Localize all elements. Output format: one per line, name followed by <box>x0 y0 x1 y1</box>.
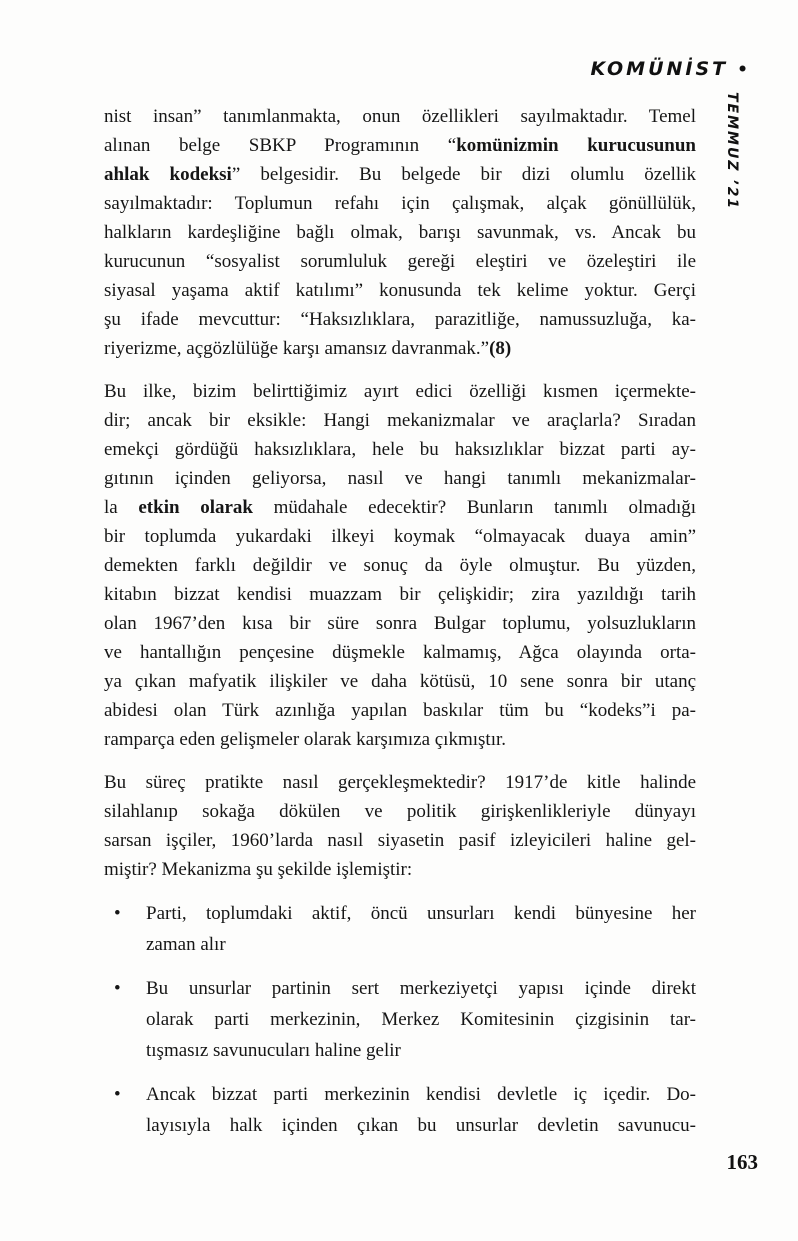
bullet-marker-icon: • <box>114 1084 121 1105</box>
text-line: olan 1967’den kısa bir süre sonra Bulgar toplumu, yolsuzlukların <box>104 613 696 634</box>
bullet-text <box>146 898 696 960</box>
bullet-marker-icon: • <box>114 978 121 999</box>
text-line: Parti, toplumdaki aktif, öncü unsurları kendi bünyesine her <box>146 903 696 924</box>
text-line: alınan belge SBKP Programının “komünizmin kurucusunun <box>104 135 696 156</box>
bullet-marker-icon: • <box>114 903 121 924</box>
text-line: nist insan” tanımlanmakta, onun özellikleri sayılmaktadır. Temel <box>104 106 696 127</box>
text-line: bir toplumda yukardaki ilkeyi koymak “olmayacak duaya amin” <box>104 526 696 547</box>
text-line: Bu süreç pratikte nasıl gerçekleşmektedir? 1917’de kitle halinde <box>104 772 696 793</box>
header-dot-icon: • <box>737 60 748 80</box>
text-line: ve hantallığın pençesine düşmekle kalmamış, Ağca olayında orta- <box>104 642 696 663</box>
page-number: 163 <box>726 1150 758 1174</box>
body-text <box>104 102 696 1141</box>
text-line: miştir? Mekanizma şu şekilde işlemiştir: <box>104 859 413 880</box>
text-line: kurucunun “sosyalist sorumluluk gereği eleştiri ve özeleştiri ile <box>104 251 696 272</box>
text-line: emekçi gördüğü haksızlıklara, hele bu haksızlıklar bizzat parti ay- <box>104 439 696 460</box>
text-line: la etkin olarak müdahale edecektir? Bunların tanımlı olmadığı <box>104 497 696 518</box>
text-line: tışmasız savunucuları haline gelir <box>146 1040 401 1061</box>
text-line: Ancak bizzat parti merkezinin kendisi devletle iç içedir. Do- <box>146 1084 696 1105</box>
text-line: zaman alır <box>146 934 226 955</box>
text-line: sayılmaktadır: Toplumun refahı için çalışmak, alçak gönüllülük, <box>104 193 696 214</box>
text-line: şu ifade mevcuttur: “Haksızlıklara, parazitliğe, namussuzluğa, ka- <box>104 309 696 330</box>
text-line: gıtının içinden geliyorsa, nasıl ve hangi tanımlı mekanizmalar- <box>104 468 696 489</box>
text-line: siyasal yaşama aktif katılımı” konusunda tek kelime yoktur. Gerçi <box>104 280 696 301</box>
text-line: abidesi olan Türk azınlığa yapılan baskılar tüm bu “kodeks”i pa- <box>104 700 696 721</box>
text-line: demekten farklı değildir ve sonuç da öyle olmuştur. Bu yüzden, <box>104 555 696 576</box>
margin-date-label: TEMMUZ ’21 <box>724 92 740 211</box>
paragraph <box>104 102 696 363</box>
bullet-item <box>104 1079 696 1141</box>
bullet-text <box>146 1079 696 1141</box>
text-line: silahlanıp sokağa dökülen ve politik girişkenlikleriyle dünyayı <box>104 801 696 822</box>
text-line: dir; ancak bir eksikle: Hangi mekanizmalar ve araçlarla? Sıradan <box>104 410 696 431</box>
text-line: Bu unsurlar partinin sert merkeziyetçi yapısı içinde direkt <box>146 978 696 999</box>
text-line: ramparça eden gelişmeler olarak karşımıza çıkmıştır. <box>104 729 506 750</box>
text-line: Bu ilke, bizim belirttiğimiz ayırt edici özelliği kısmen içermekte- <box>104 381 696 402</box>
bullet-item <box>104 898 696 960</box>
bullet-text <box>146 973 696 1066</box>
text-line: sarsan işçiler, 1960’larda nasıl siyasetin pasif izleyicileri haline gel- <box>104 830 696 851</box>
text-line: halkların kardeşliğine bağlı olmak, barışı savunmak, vs. Ancak bu <box>104 222 696 243</box>
running-header <box>591 58 749 80</box>
text-line: kitabın bizzat kendisi muazzam bir çelişkidir; zira yazıldığı tarih <box>104 584 696 605</box>
text-line: ahlak kodeksi” belgesidir. Bu belgede bir dizi olumlu özellik <box>104 164 696 185</box>
text-line: layısıyla halk içinden çıkan bu unsurlar devletin savunucu- <box>146 1115 696 1136</box>
text-line: riyerizme, açgözlülüğe karşı amansız davranmak.”(8) <box>104 338 512 359</box>
magazine-title: KOMÜNİST <box>590 58 729 80</box>
text-line: ya çıkan mafyatik ilişkiler ve daha kötüsü, 10 sene sonra bir utanç <box>104 671 696 692</box>
paragraph <box>104 377 696 754</box>
bullet-item <box>104 973 696 1066</box>
text-line: olarak parti merkezinin, Merkez Komitesinin çizgisinin tar- <box>146 1009 696 1030</box>
paragraph <box>104 768 696 884</box>
